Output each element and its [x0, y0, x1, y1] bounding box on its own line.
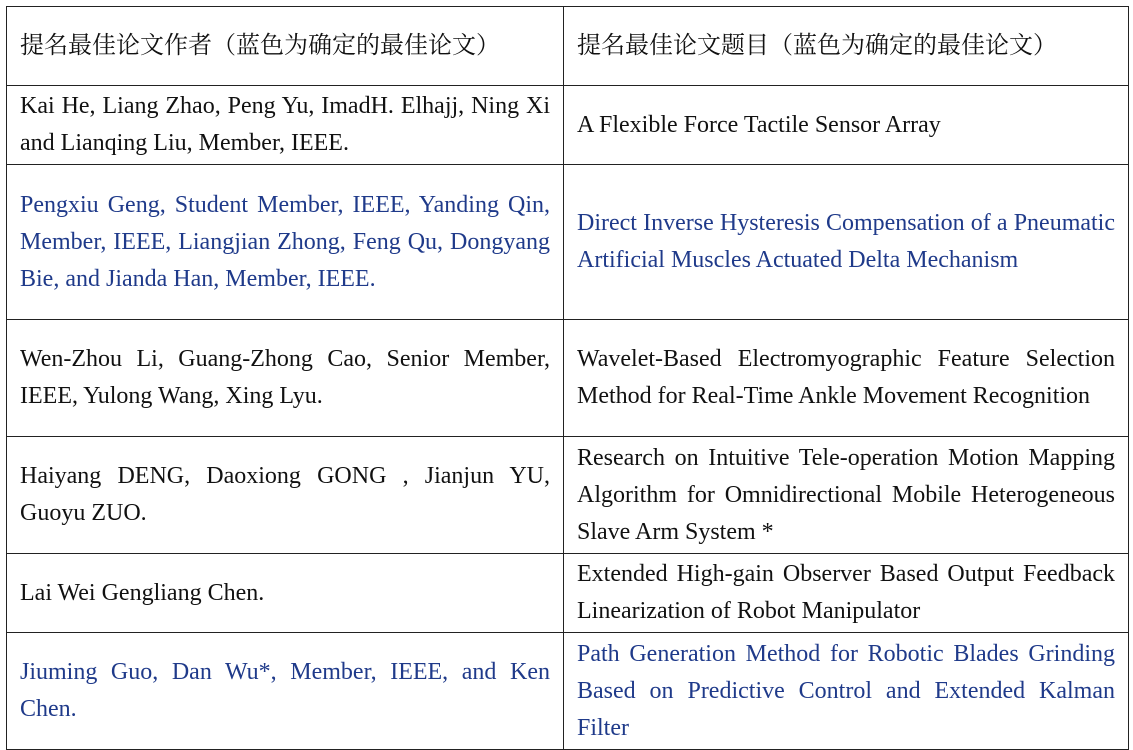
authors-cell: Jiuming Guo, Dan Wu*, Member, IEEE, and Ken Chen. [7, 633, 564, 750]
authors-cell: Wen-Zhou Li, Guang-Zhong Cao, Senior Member, IEEE, Yulong Wang, Xing Lyu. [7, 320, 564, 437]
title-cell: A Flexible Force Tactile Sensor Array [564, 86, 1129, 165]
title-cell: Wavelet-Based Electromyographic Feature Selection Method for Real-Time Ankle Movement Recognition [564, 320, 1129, 437]
title-cell: Direct Inverse Hysteresis Compensation of a Pneumatic Artificial Muscles Actuated Delta Mechanism [564, 165, 1129, 320]
table-header-row [7, 7, 1129, 86]
authors-cell: Kai He, Liang Zhao, Peng Yu, ImadH. Elhajj, Ning Xi and Lianqing Liu, Member, IEEE. [7, 86, 564, 165]
authors-cell: Haiyang DENG, Daoxiong GONG , Jianjun YU, Guoyu ZUO. [7, 437, 564, 554]
table-row [7, 554, 1129, 633]
title-column-header: 提名最佳论文题目（蓝色为确定的最佳论文） [564, 7, 1129, 86]
table-row [7, 86, 1129, 165]
authors-cell: Pengxiu Geng, Student Member, IEEE, Yanding Qin, Member, IEEE, Liangjian Zhong, Feng Qu, Dongyang Bie, and Jianda Han, Member, IEEE. [7, 165, 564, 320]
authors-column-header: 提名最佳论文作者（蓝色为确定的最佳论文） [7, 7, 564, 86]
table-row [7, 320, 1129, 437]
title-cell: Research on Intuitive Tele-operation Motion Mapping Algorithm for Omnidirectional Mobile Heterogeneous Slave Arm System * [564, 437, 1129, 554]
title-cell: Extended High-gain Observer Based Output Feedback Linearization of Robot Manipulator [564, 554, 1129, 633]
table-row [7, 437, 1129, 554]
table-row-best-paper [7, 165, 1129, 320]
best-paper-nominations-table [6, 6, 1129, 750]
title-cell: Path Generation Method for Robotic Blades Grinding Based on Predictive Control and Extended Kalman Filter [564, 633, 1129, 750]
authors-cell: Lai Wei Gengliang Chen. [7, 554, 564, 633]
